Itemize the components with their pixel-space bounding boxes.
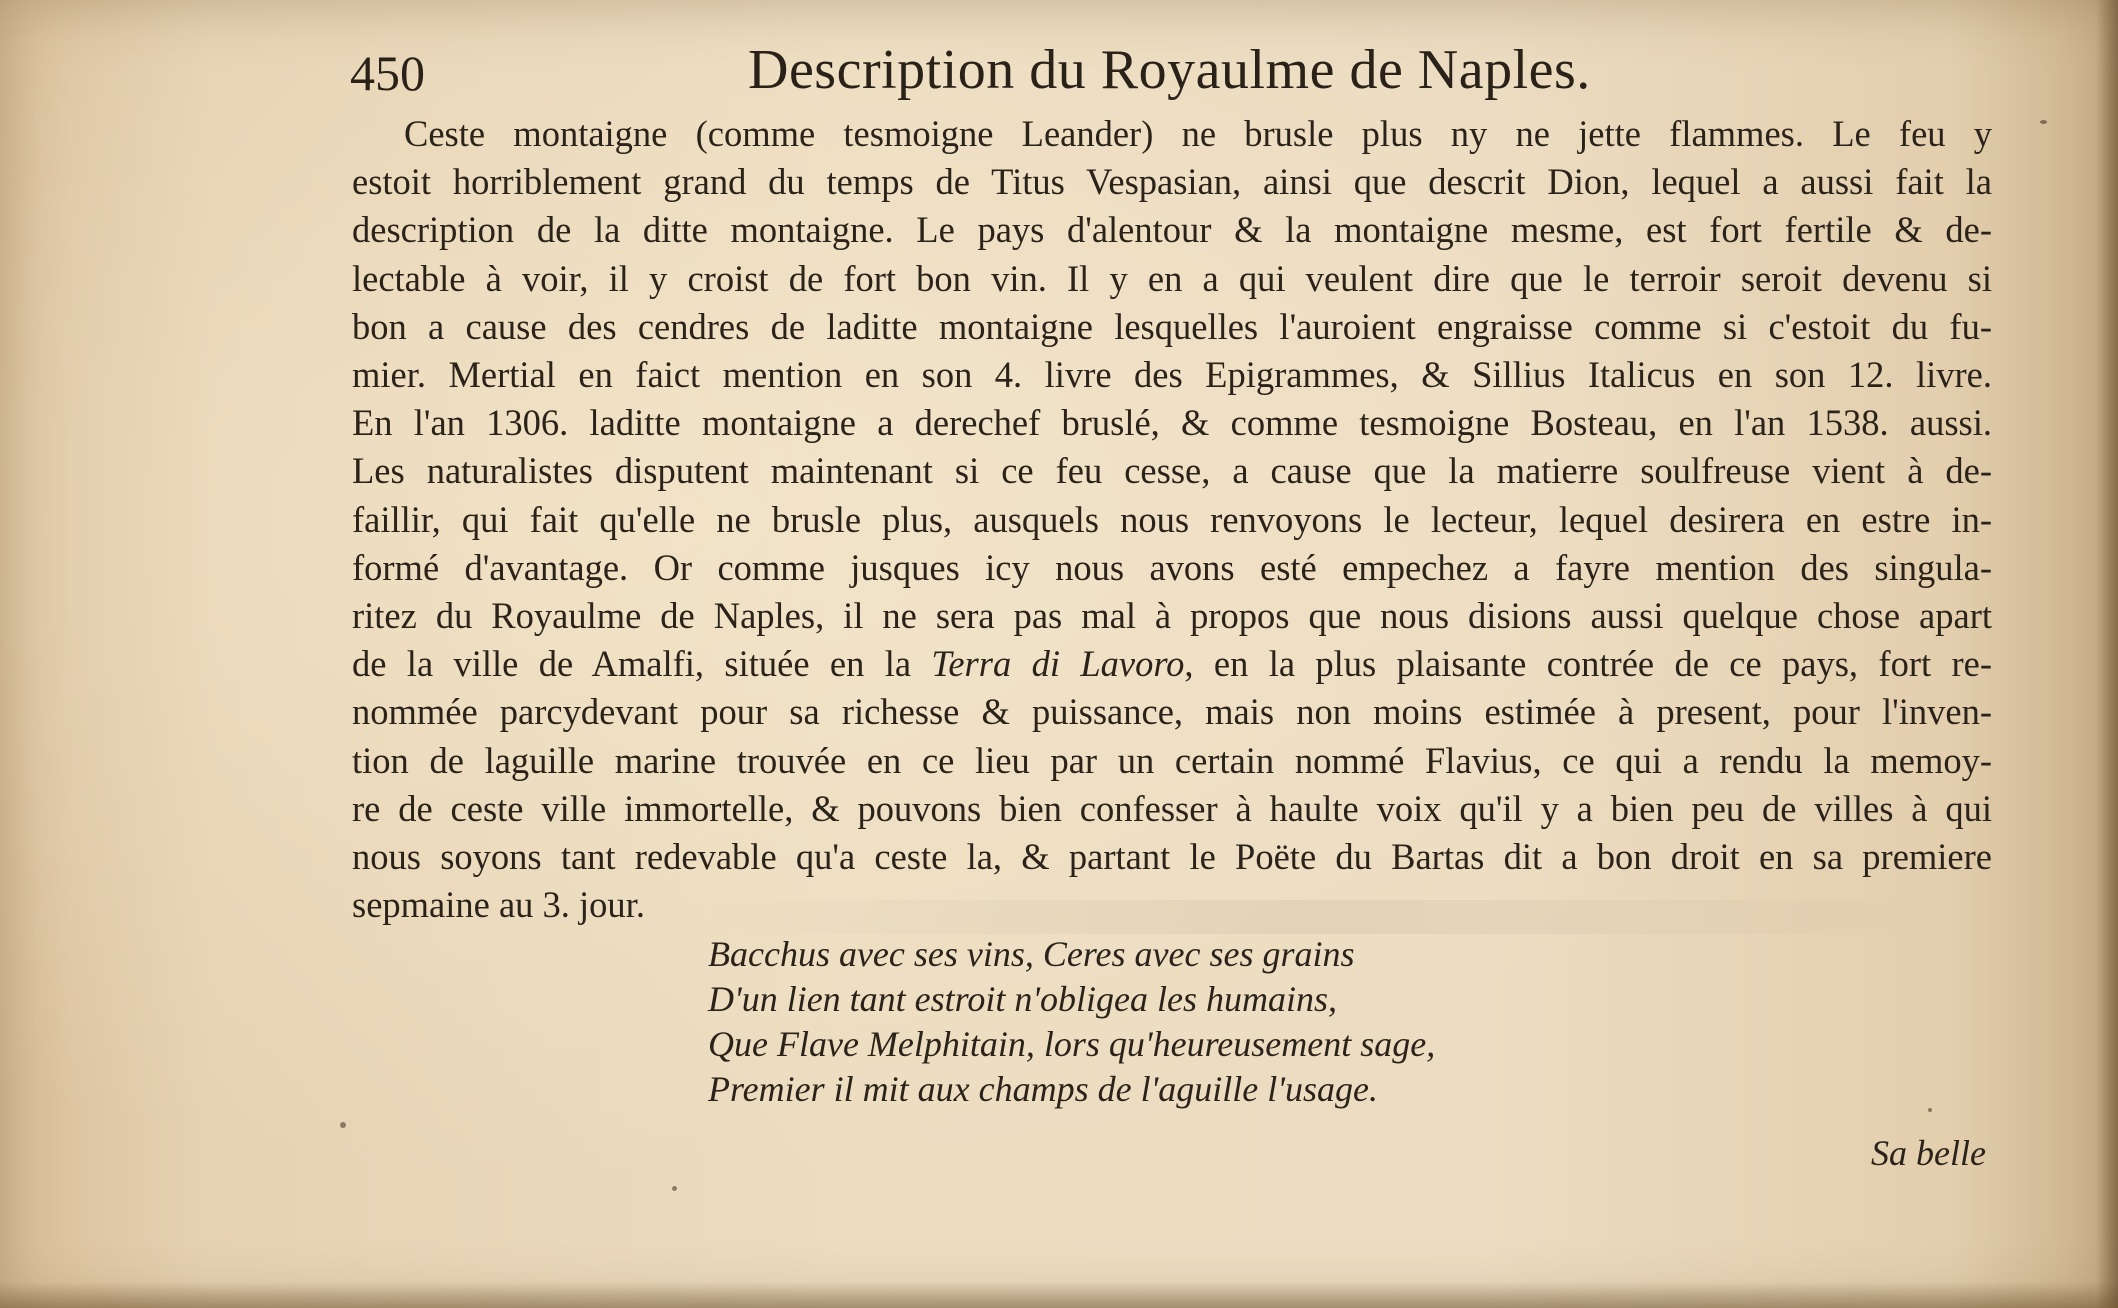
text-line: bon a cause des cendres de laditte montaigne lesquelles l'auroient engraisse comme si c'estoit du fu- — [352, 305, 1992, 347]
page-number: 450 — [350, 45, 425, 101]
poem-verse: Que Flave Melphitain, lors qu'heureusement sage, — [708, 1024, 1436, 1064]
text-line: nous soyons tant redevable qu'a ceste la, & partant le Poëte du Bartas dit a bon droit en sa premiere — [352, 836, 1992, 878]
text-line: Les naturalistes disputent maintenant si ce feu cesse, a cause que la matierre soulfreuse vient à de- — [352, 450, 1992, 492]
text-line: faillir, qui fait qu'elle ne brusle plus, ausquels nous renvoyons le lecteur, lequel desirera en estre in- — [352, 498, 1992, 540]
paper-speck — [340, 1122, 346, 1128]
paper-speck — [1928, 1108, 1932, 1112]
poem-verse: D'un lien tant estroit n'obligea les humains, — [708, 979, 1338, 1019]
running-title: Description du Royaulme de Naples. — [748, 39, 1591, 101]
text-line: mier. Mertial en faict mention en son 4. livre des Epigrammes, & Sillius Italicus en son 12. livre. — [352, 354, 1992, 396]
text-line: sepmaine au 3. jour. — [352, 884, 645, 926]
italic-place-name: Terra di Lavoro — [931, 643, 1185, 685]
poem-verse: Bacchus avec ses vins, Ceres avec ses grains — [708, 934, 1355, 974]
text-line-with-italic-place: de la ville de Amalfi, située en la Terra di Lavoro, en la plus plaisante contrée de ce pays, fort re- — [352, 643, 1992, 685]
poem-verse: Premier il mit aux champs de l'aguille l'usage. — [708, 1069, 1378, 1109]
quoted-poem — [708, 932, 1708, 1112]
text-line: nommée parcydevant pour sa richesse & puissance, mais non moins estimée à present, pour l'inven- — [352, 691, 1992, 733]
page-edge-shadow-bottom — [0, 1282, 2118, 1308]
paper-speck — [672, 1186, 677, 1191]
page-header — [350, 38, 2000, 118]
text-line: ritez du Royaulme de Naples, il ne sera pas mal à propos que nous disions aussi quelque chose apart — [352, 595, 1992, 637]
paper-speck — [2040, 120, 2047, 124]
text-line: Ceste montaigne (comme tesmoigne Leander) ne brusle plus ny ne jette flammes. Le feu y — [404, 113, 1992, 154]
text-line: estoit horriblement grand du temps de Titus Vespasian, ainsi que descrit Dion, lequel a aussi fait la — [352, 161, 1992, 203]
text-line: formé d'avantage. Or comme jusques icy nous avons esté empechez a fayre mention des singula- — [352, 546, 1992, 588]
body-paragraph — [352, 110, 1992, 929]
text-line: lectable à voir, il y croist de fort bon vin. Il y en a qui veulent dire que le terroir seroit devenu si — [352, 257, 1992, 299]
text-line: re de ceste ville immortelle, & pouvons bien confesser à haulte voix qu'il y a bien peu de villes à qui — [352, 787, 1992, 829]
page-edge-shadow-right — [2096, 0, 2118, 1308]
text-line: En l'an 1306. laditte montaigne a derechef bruslé, & comme tesmoigne Bosteau, en l'an 1538. aussi. — [352, 402, 1992, 444]
text-line: description de la ditte montaigne. Le pays d'alentour & la montaigne mesme, est fort fertile & de- — [352, 209, 1992, 251]
catchword: Sa belle — [1871, 1133, 1986, 1173]
text-line: tion de laguille marine trouvée en ce lieu par un certain nommé Flavius, ce qui a rendu la memoy- — [352, 739, 1992, 781]
